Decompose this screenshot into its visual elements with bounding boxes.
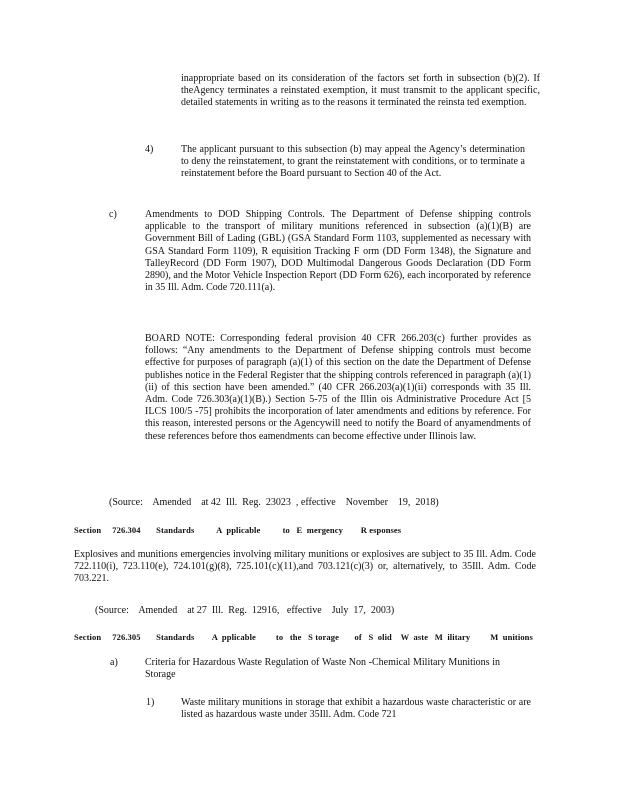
section-726-304-paragraph: Explosives and munitions emergencies involving military munitions or explosives are subject to 35 Ill. Adm. Code 722.110(i), 723.110(e), 724.101(g)(8), 725.101(c)(11),and 703.121(c)(3) or, alternatively, to 35Ill. Adm. Code 703.221. xyxy=(74,549,536,585)
board-note: BOARD NOTE: Corresponding federal provision 40 CFR 266.203(c) further provides as follows: “Any amendments to the Department of Defense shipping controls must become effective for purposes of paragraph (a)(1) of this section on the date the Department of Defense publishes notice in the Federal Register that the shipping controls referenced in paragraph (a)(1)(ii) of this section have been amended.” (40 CFR 266.203(a)(1)(ii) corresponds with 35 Ill. Adm. Code 726.303(a)(1)(B).) Section 5-75 of the Illin ois Administrative Procedure Act [5 ILCS 100/5 -75] prohibits the incorporation of later amendments and editions by reference. For this reason, interested persons or the Agencywill need to notify the Board of anyamendments of these references before thos eamendments can become effective under Illinois law. xyxy=(145,333,531,442)
paragraph-b2-continuation: inappropriate based on its consideration of the factors set forth in subsection (b)(2). If theAgency terminates a reinstated exemption, it must transmit to the applicant specific, detailed statements in writing as to the reasons it terminated the reinsta ted exemption. xyxy=(181,73,540,109)
source-note-1: (Source: Amended at 42 Ill. Reg. 23023 , effective November 19, 2018) xyxy=(109,497,439,508)
item-1-text: Waste military munitions in storage that exhibit a hazardous waste characteristic or are listed as hazardous waste under 35Ill. Adm. Code 721 xyxy=(181,697,531,721)
section-heading-726-304: Section 726.304 Standards A pplicable to E mergency R esponses xyxy=(74,525,402,535)
item-a-number: a) xyxy=(110,657,118,668)
item-a-text: Criteria for Hazardous Waste Regulation of Waste Non -Chemical Military Munitions in Storage xyxy=(145,657,500,681)
item-4-text: The applicant pursuant to this subsection (b) may appeal the Agency’s determination to deny the reinstatement, to grant the reinstatement with conditions, or to terminate a reinstatement before the Board pursuant to Section 40 of the Act. xyxy=(181,144,525,180)
item-c-number: c) xyxy=(109,209,117,220)
item-1-number: 1) xyxy=(146,697,155,708)
section-heading-726-305: Section 726.305 Standards A pplicable to the S torage of S olid W aste M ilitary M unitions xyxy=(74,632,533,642)
item-4-number: 4) xyxy=(145,144,154,155)
source-note-2: (Source: Amended at 27 Ill. Reg. 12916, effective July 17, 2003) xyxy=(95,605,395,616)
item-c-text: Amendments to DOD Shipping Controls. The Department of Defense shipping controls applicable to the transport of military munitions referenced in subsection (a)(1)(B) are Government Bill of Lading (GBL) (GSA Standard Form 1103, supplemented as necessary with GSA Standard Form 1109), R equisition Tracking F orm (DD Form 1348), the Signature and TalleyRecord (DD Form 1907), DOD Multimodal Dangerous Goods Declaration (DD Form 2890), and the Motor Vehicle Inspection Report (DD Form 626), each incorporated by reference in 35 Ill. Adm. Code 720.111(a). xyxy=(145,209,531,294)
